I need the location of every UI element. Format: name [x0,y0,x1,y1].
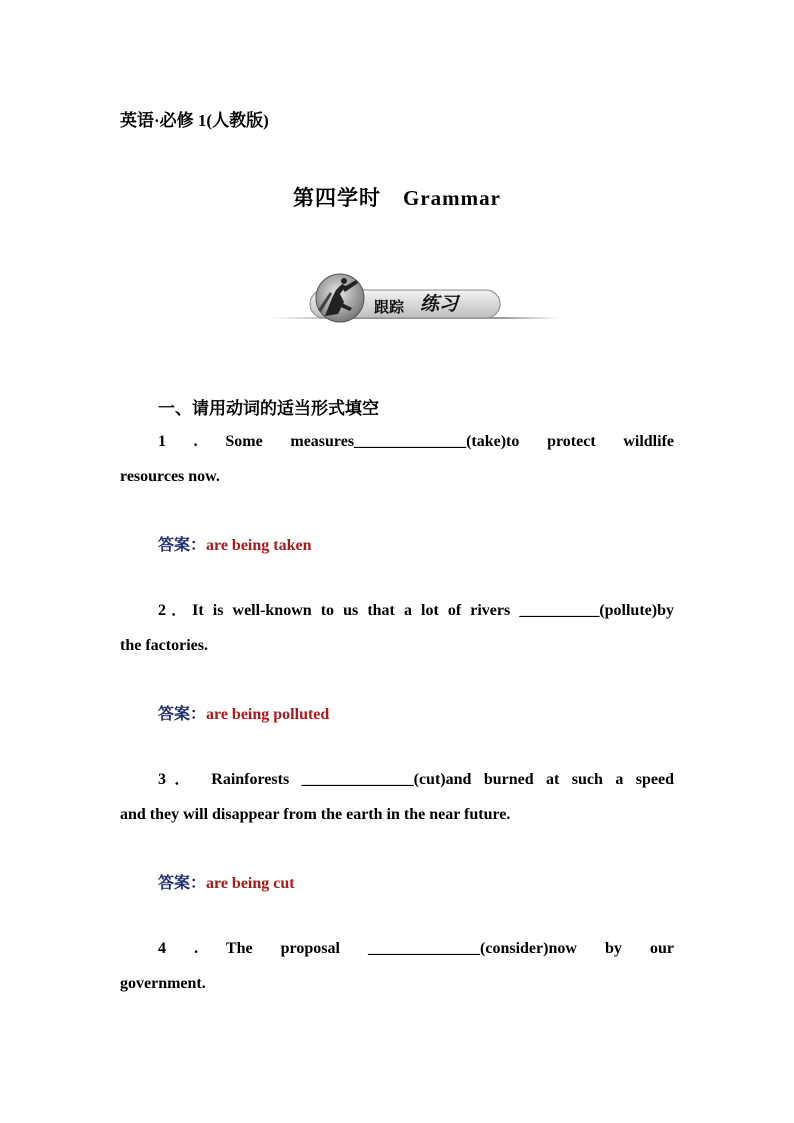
banner-graphic [270,270,560,326]
question-2-line-2: the factories. [120,637,208,654]
question-4 [120,931,674,1001]
question-1-line-2: resources now. [120,468,220,485]
question-1-line-1: 1 . Some measures______________(take)to protect wildlife [158,433,674,450]
question-2-line-1: 2．It is well-known to us that a lot of rivers __________(pollute)by [158,602,674,619]
answer-2-value: are being polluted [206,706,330,723]
answer-1 [158,532,312,555]
title-chinese: 第四学时 [293,186,382,210]
question-2 [120,593,674,663]
answer-2 [158,701,329,724]
practice-banner [270,270,560,326]
answer-label: 答案： [158,706,207,723]
question-3-line-2: and they will disappear from the earth in the near future. [120,806,511,823]
answer-3-value: are being cut [206,875,295,892]
section-heading: 一、请用动词的适当形式填空 [158,399,379,418]
question-3 [120,762,674,832]
banner-text-2: 练习 [420,293,459,315]
answer-1-value: are being taken [206,537,312,554]
question-4-line-1: 4 . The proposal ______________(consider)now by our [158,940,674,957]
answer-3 [158,870,295,893]
question-4-line-2: government. [120,975,206,992]
answer-label: 答案： [158,537,207,554]
course-header: 英语·必修 1(人教版) [120,111,269,130]
question-3-line-1: 3． Rainforests ______________(cut)and burned at such a speed [158,771,674,788]
title-english: Grammar [403,186,501,210]
page-title [0,182,794,212]
banner-text-1: 跟踪 [374,298,405,316]
answer-label: 答案： [158,875,207,892]
question-1 [120,424,674,494]
